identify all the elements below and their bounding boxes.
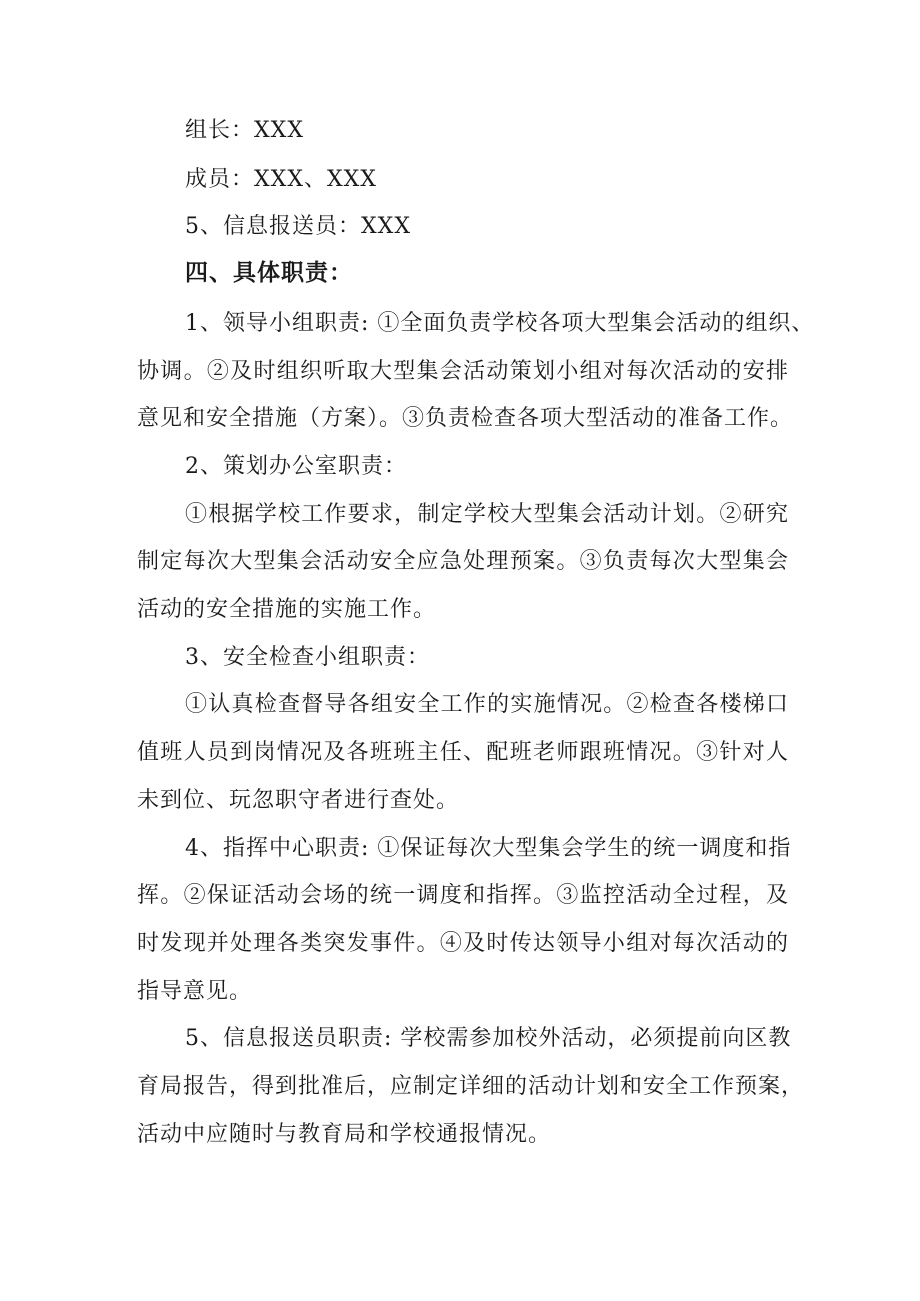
paragraph-line: 意见和安全措施（方案）。③负责检查各项大型活动的准备工作。 [137,406,794,431]
section-heading: 四、具体职责： [185,260,353,286]
subheading: 3、安全检查小组职责： [185,645,430,670]
paragraph-line: 值班人员到岗情况及各班班主任、配班老师跟班情况。③针对人 [137,740,789,765]
reporter-line: 5、信息报送员：XXX [185,214,411,239]
paragraph-line: 育局报告，得到批准后，应制定详细的活动计划和安全工作预案， [137,1074,805,1099]
paragraph-line: 1、领导小组职责: ①全面负责学校各项大型集会活动的组织、 [185,311,815,336]
members-line: 成员：XXX、XXX [185,167,377,192]
paragraph-line: 挥。②保证活动会场的统一调度和指挥。③监控活动全过程，及 [137,883,789,908]
paragraph-line: 时发现并处理各类突发事件。④及时传达领导小组对每次活动的 [137,931,789,956]
paragraph-line: ①认真检查督导各组安全工作的实施情况。②检查各楼梯口 [185,692,789,717]
subheading: 2、策划办公室职责： [185,454,407,479]
paragraph-line: 制定每次大型集会活动安全应急处理预案。③负责每次大型集会 [137,549,789,574]
paragraph-line: 5、信息报送员职责: 学校需参加校外活动，必须提前向区教 [185,1026,792,1051]
paragraph-line: 活动的安全措施的实施工作。 [137,597,437,622]
paragraph-line: 未到位、玩忽职守者进行查处。 [137,788,460,813]
paragraph-line: 4、指挥中心职责: ①保证每次大型集会学生的统一调度和指 [185,836,792,861]
paragraph-line: ①根据学校工作要求，制定学校大型集会活动计划。②研究 [185,502,789,527]
paragraph-line: 协调。②及时组织听取大型集会活动策划小组对每次活动的安排 [137,359,789,384]
paragraph-line: 活动中应随时与教育局和学校通报情况。 [137,1122,552,1147]
leader-line: 组长：XXX [185,118,304,143]
paragraph-line: 指导意见。 [137,979,253,1004]
